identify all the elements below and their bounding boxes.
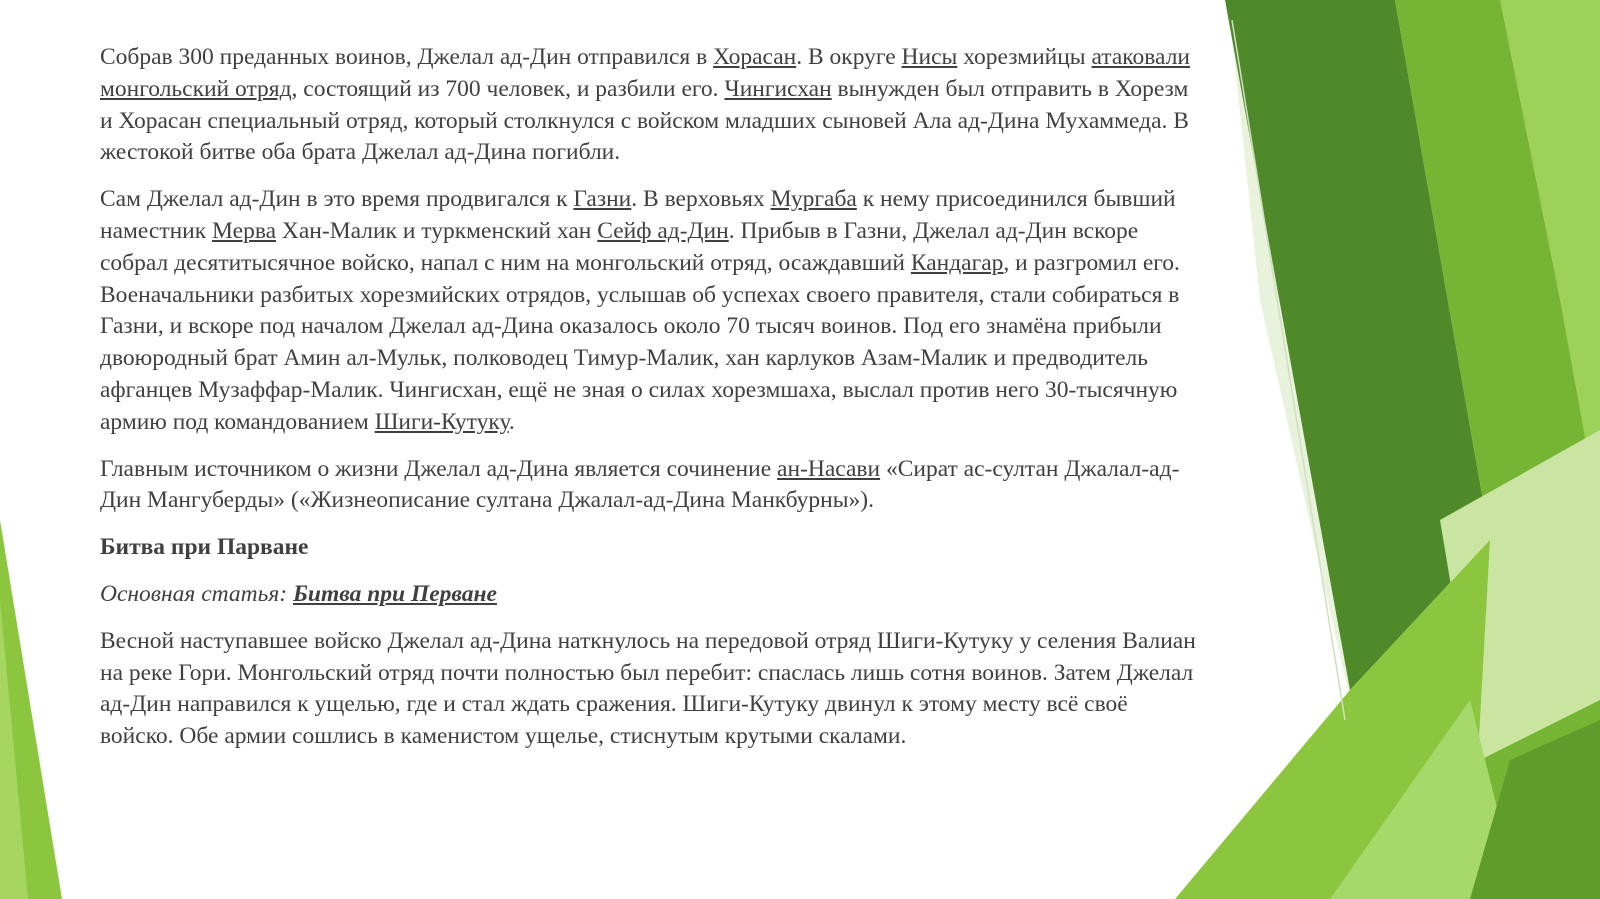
text-run: Собрав 300 преданных воинов, Джелал ад-Дин отправился в bbox=[100, 44, 714, 70]
paragraph-ghazni bbox=[100, 184, 1200, 438]
link-an-nasawi[interactable]: ан-Насави bbox=[777, 455, 881, 482]
paragraph-battle: Весной наступавшее войско Джелал ад-Дина наткнулось на передовой отряд Шиги-Кутуку у селения Валиан на реке Гори. Монгольский отряд почти полностью был перебит: спаслась лишь сотня воинов. Затем Джелал ад-Дин направился к ущелью, где и стал ждать сражения. Шиги-Кутуку двинул к этому месту всё своё войско. Обе армии сошлись в каменистом ущелье, стиснутым крутыми скалами. bbox=[100, 627, 1196, 750]
text-run: к нему присоединился бывший наместник bbox=[100, 186, 1176, 244]
link-seif-ad-din[interactable]: Сейф ад-Дин bbox=[597, 217, 729, 244]
text-run: Главным источником о жизни Джелал ад-Дина является сочинение bbox=[100, 455, 778, 482]
main-article-prefix: Основная статья: bbox=[100, 580, 293, 607]
text-run: , и разгромил его. Военачальники разбитых хорезмийских отрядов, услышав об успехах своего правителя, стали собираться в Газни, и вскоре под началом Джелал ад-Дина оказалось около 70 тысяч воинов. Под его знамёна прибыли двоюродный брат Амин ал-Мульк, полководец Тимур-Малик, хан карлуков Азам-Малик и предводитель афганцев Музаффар-Малик. Чингисхан, ещё не зная о силах хорезмшаха, выслал против него 30-тысячную армию под командованием bbox=[100, 249, 1180, 435]
text-run: . В верховьях bbox=[631, 186, 771, 213]
link-battle-of-parwan[interactable]: Битва при Перване bbox=[292, 580, 497, 607]
text-run: , состоящий из 700 человек, и разбили его. bbox=[291, 75, 725, 102]
link-ghazni[interactable]: Газни bbox=[573, 186, 632, 213]
link-kandahar[interactable]: Кандагар bbox=[910, 249, 1004, 276]
text-run: «Сират ас-султан Джалал-ад-Дин Мангуберды» («Жизнеописание султана Джалал-ад-Дина Манкбурны»). bbox=[100, 455, 1180, 514]
paragraph-khorasan bbox=[100, 42, 1200, 169]
text-run: . Прибыв в Газни, Джелал ад-Дин вскоре собрал десятитысячное войско, напал с ним на монгольский отряд, осаждавший bbox=[100, 217, 1139, 276]
link-murghab[interactable]: Мургаба bbox=[770, 186, 857, 213]
slide-text-body bbox=[100, 42, 1200, 768]
link-merv[interactable]: Мерва bbox=[212, 217, 277, 244]
link-shigi-qutuqu[interactable]: Шиги-Кутуку bbox=[374, 408, 509, 435]
link-genghis-khan[interactable]: Чингисхан bbox=[724, 75, 832, 102]
text-run: хорезмийцы bbox=[957, 44, 1092, 70]
main-article-note bbox=[100, 579, 1200, 611]
text-run: Сам Джелал ад-Дин в это время продвигался к bbox=[100, 186, 574, 213]
paragraph-source bbox=[100, 454, 1200, 518]
link-nisa[interactable]: Нисы bbox=[901, 44, 958, 70]
text-run: Хан-Малик и туркменский хан bbox=[276, 217, 598, 244]
link-khorasan[interactable]: Хорасан bbox=[713, 44, 797, 70]
section-heading: Битва при Парване bbox=[100, 534, 309, 561]
text-run: . В округе bbox=[796, 44, 902, 70]
text-run: . bbox=[508, 408, 515, 435]
text-run: вынужден был отправить в Хорезм и Хорасан специальный отряд, который столкнулся с войском младших сыновей Ала ад-Дина Мухаммеда. В жестокой битве оба брата Джелал ад-Дина погибли. bbox=[100, 75, 1189, 166]
link-attack-mongol-detachment[interactable]: атаковали монгольский отряд bbox=[100, 44, 1190, 102]
